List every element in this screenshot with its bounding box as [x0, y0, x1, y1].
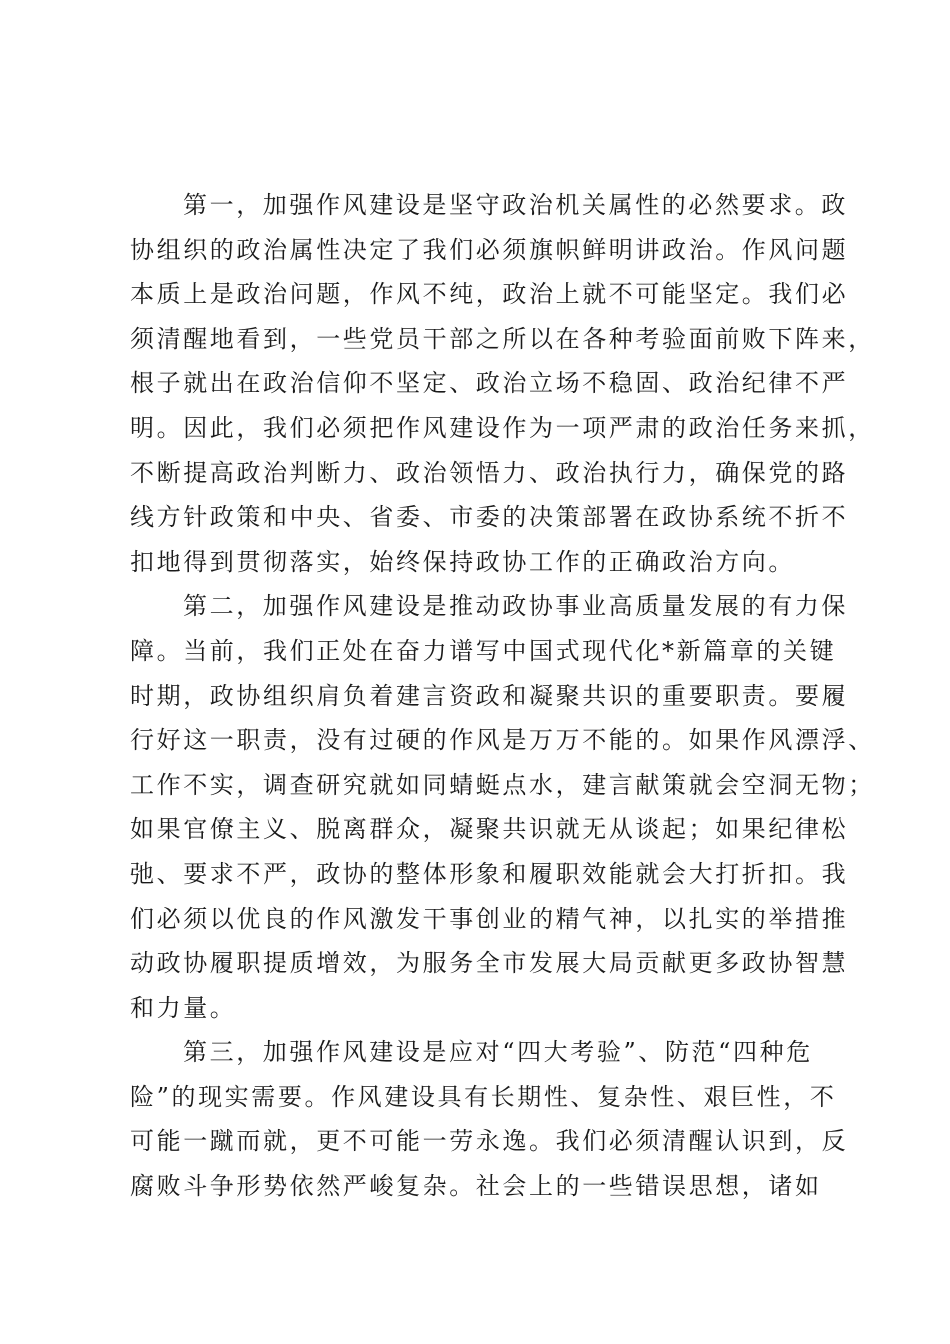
paragraph-line: 工作不实，调查研究就如同蜻蜓点水，建言献策就会空洞无物； — [130, 770, 875, 799]
paragraph-line: 线方针政策和中央、省委、市委的决策部署在政协系统不折不 — [130, 503, 849, 532]
paragraph-line: 第二，加强作风建设是推动政协事业高质量发展的有力保 — [183, 592, 848, 621]
paragraph-line: 扣地得到贯彻落实，始终保持政协工作的正确政治方向。 — [130, 547, 795, 576]
paragraph-line: 弛、要求不严，政协的整体形象和履职效能就会大打折扣。我 — [130, 859, 849, 888]
paragraph-line: 障。当前，我们正处在奋力谱写中国式现代化*新篇章的关键 — [130, 636, 837, 665]
paragraph-line: 明。因此，我们必须把作风建设作为一项严肃的政治任务来抓， — [130, 413, 875, 442]
paragraph-line: 本质上是政治问题，作风不纯，政治上就不可能坚定。我们必 — [130, 280, 849, 309]
paragraph-line: 动政协履职提质增效，为服务全市发展大局贡献更多政协智慧 — [130, 949, 849, 978]
paragraph-line: 行好这一职责，没有过硬的作风是万万不能的。如果作风漂浮、 — [130, 726, 875, 755]
paragraph-line: 根子就出在政治信仰不坚定、政治立场不稳固、政治纪律不严 — [130, 369, 849, 398]
paragraph-line: 不断提高政治判断力、政治领悟力、政治执行力，确保党的路 — [130, 458, 849, 487]
document-body — [130, 183, 875, 1209]
paragraph-line: 如果官僚主义、脱离群众，凝聚共识就无从谈起；如果纪律松 — [130, 815, 849, 844]
paragraph-line: 须清醒地看到，一些党员干部之所以在各种考验面前败下阵来， — [130, 324, 875, 353]
paragraph-line: 险”的现实需要。作风建设具有长期性、复杂性、艰巨性，不 — [130, 1082, 837, 1111]
paragraph-line: 第一，加强作风建设是坚守政治机关属性的必然要求。政 — [183, 191, 848, 219]
paragraph-first — [130, 183, 875, 584]
paragraph-line: 时期，政协组织肩负着建言资政和凝聚共识的重要职责。要履 — [130, 681, 849, 710]
paragraph-line: 可能一蹴而就，更不可能一劳永逸。我们必须清醒认识到，反 — [130, 1127, 849, 1156]
paragraph-line: 第三，加强作风建设是应对“四大考验”、防范“四种危 — [183, 1038, 813, 1067]
paragraph-third — [130, 1030, 849, 1208]
paragraph-line: 和力量。 — [130, 993, 237, 1022]
paragraph-second — [130, 584, 875, 1030]
paragraph-line: 协组织的政治属性决定了我们必须旗帜鲜明讲政治。作风问题 — [130, 235, 849, 264]
paragraph-line: 们必须以优良的作风激发干事创业的精气神，以扎实的举措推 — [130, 904, 849, 933]
paragraph-line: 腐败斗争形势依然严峻复杂。社会上的一些错误思想，诸如 — [130, 1172, 822, 1201]
